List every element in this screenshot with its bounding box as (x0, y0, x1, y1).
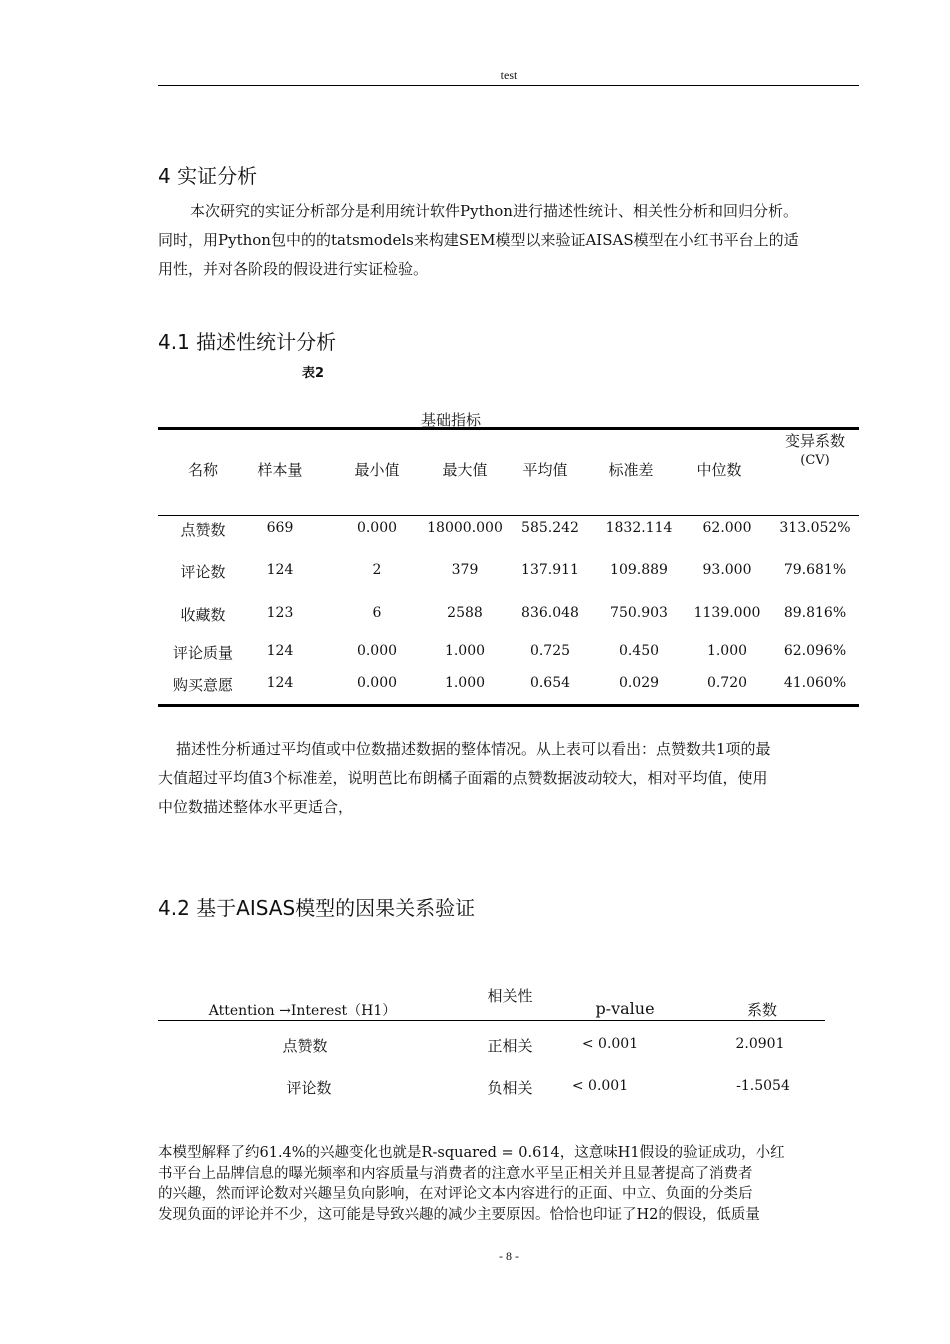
table-cell: 836.048 (521, 605, 579, 621)
table-cell: 收藏数 (180, 606, 226, 624)
table-cell: 0.450 (618, 643, 660, 659)
table-cell: 0.654 (529, 675, 571, 691)
col-header-median: 中位数 (696, 461, 742, 479)
col-header-min: 最小值 (354, 461, 400, 479)
table-top-rule (158, 427, 859, 430)
model-explanation-paragraph (158, 1143, 860, 1225)
table-cell: 62.096% (783, 643, 847, 659)
table-cell: 0.029 (618, 675, 660, 691)
col-header-std: 标准差 (608, 461, 654, 479)
table-cell: 18000.000 (427, 520, 503, 536)
table-cell: 0.720 (706, 675, 748, 691)
correlation-header: 相关性 (487, 987, 533, 1005)
table-header-rule (158, 515, 859, 516)
causal-row-name: 点赞数 (282, 1037, 328, 1055)
coefficient-header: 系数 (746, 1001, 777, 1019)
table-cell: 评论数 (180, 563, 226, 581)
paragraph-line: 同时，用Python包中的的tatsmodels来构建SEM模型以来验证AISAS模型在小红书平台上的适 (158, 231, 799, 249)
paragraph-line: 中位数描述整体水平更适合， (158, 798, 354, 816)
table-cell: 0.000 (356, 675, 398, 691)
table-cell: 0.725 (529, 643, 571, 659)
causal-table-rule (158, 1020, 825, 1021)
table-cell: 137.911 (521, 562, 579, 578)
table-cell: 1832.114 (605, 520, 673, 536)
table-cell: 109.889 (610, 562, 668, 578)
table-cell: 750.903 (610, 605, 668, 621)
table-cell: 124 (266, 562, 294, 578)
paragraph-line: 书平台上品牌信息的曝光频率和内容质量与消费者的注意水平呈正相关并且显著提高了消费者 (158, 1165, 753, 1182)
analysis-paragraph (158, 735, 860, 822)
page-number: - 8 - (499, 1249, 519, 1263)
causal-row-name: 评论数 (286, 1079, 332, 1097)
paragraph-line: 本次研究的实证分析部分是利用统计软件Python进行描述性统计、相关性分析和回归分析。 (190, 202, 798, 220)
col-header-cv: 变异系数 (CV) (784, 432, 845, 468)
table-title: 基础指标 (420, 411, 481, 429)
paragraph-line: 描述性分析通过平均值或中位数描述数据的整体情况。从上表可以看出：点赞数共1项的最 (176, 740, 771, 758)
table-bottom-rule (158, 704, 859, 707)
table-cell: 0.000 (356, 643, 398, 659)
table-cell: 379 (451, 562, 479, 578)
header-rule (158, 85, 859, 86)
causal-row-pvalue: < 0.001 (581, 1036, 639, 1052)
causal-row-coef: -1.5054 (736, 1078, 790, 1094)
table-cell: 313.052% (779, 520, 851, 536)
paragraph-line: 本模型解释了约61.4%的兴趣变化也就是R-squared = 0.614，这意味H1假设的验证成功，小红 (158, 1145, 785, 1161)
causal-path-header: Attention →Interest（H1） (208, 1003, 397, 1019)
col-header-name: 名称 (187, 461, 218, 479)
paragraph-line: 大值超过平均值3个标准差，说明芭比布朗橘子面霜的点赞数据波动较大，相对平均值，使用 (158, 769, 768, 787)
paragraph-line: 发现负面的评论并不少，这可能是导致兴趣的减少主要原因。恰恰也印证了H2的假设，低质量 (158, 1206, 760, 1223)
table-cell: 79.681% (783, 562, 847, 578)
pvalue-header: p-value (595, 999, 655, 1018)
table-cell: 1.000 (444, 675, 486, 691)
table-cell: 41.060% (783, 675, 847, 691)
table-cell: 585.242 (521, 520, 579, 536)
section-4-heading: 4 实证分析 (158, 164, 258, 188)
table-cell: 2588 (447, 605, 483, 621)
paragraph-line: 的兴趣，然而评论数对兴趣呈负向影响，在对评论文本内容进行的正面、中立、负面的分类后 (158, 1186, 753, 1202)
section-4-2-heading: 4.2 基于AISAS模型的因果关系验证 (158, 896, 476, 920)
causal-row-coef: 2.0901 (735, 1036, 785, 1052)
table-cell: 124 (266, 643, 294, 659)
causal-row-pvalue: < 0.001 (571, 1078, 629, 1094)
causal-row-correlation: 正相关 (487, 1037, 533, 1055)
table-cell: 669 (266, 520, 294, 536)
table-cell: 89.816% (783, 605, 847, 621)
table-cell: 62.000 (702, 520, 752, 536)
table-cell: 123 (266, 605, 294, 621)
table-label: 表2 (302, 366, 325, 381)
paragraph-line: 用性，并对各阶段的假设进行实证检验。 (158, 260, 429, 278)
table-cell: 6 (372, 605, 382, 621)
table-cell: 124 (266, 675, 294, 691)
table-cell: 1.000 (706, 643, 748, 659)
causal-row-correlation: 负相关 (487, 1079, 533, 1097)
col-header-mean: 平均值 (522, 461, 568, 479)
table-cell: 2 (372, 562, 382, 578)
table-cell: 1139.000 (693, 605, 761, 621)
section-4-1-heading: 4.1 描述性统计分析 (158, 330, 337, 354)
table-cell: 购买意愿 (172, 676, 233, 694)
page-header: test (500, 68, 518, 82)
table-cell: 1.000 (444, 643, 486, 659)
section-4-paragraph (158, 197, 860, 284)
table-cell: 0.000 (356, 520, 398, 536)
col-header-sample: 样本量 (257, 461, 303, 479)
table-cell: 评论质量 (172, 644, 233, 662)
table-cell: 93.000 (702, 562, 752, 578)
col-header-max: 最大值 (442, 461, 488, 479)
table-cell: 点赞数 (180, 521, 226, 539)
